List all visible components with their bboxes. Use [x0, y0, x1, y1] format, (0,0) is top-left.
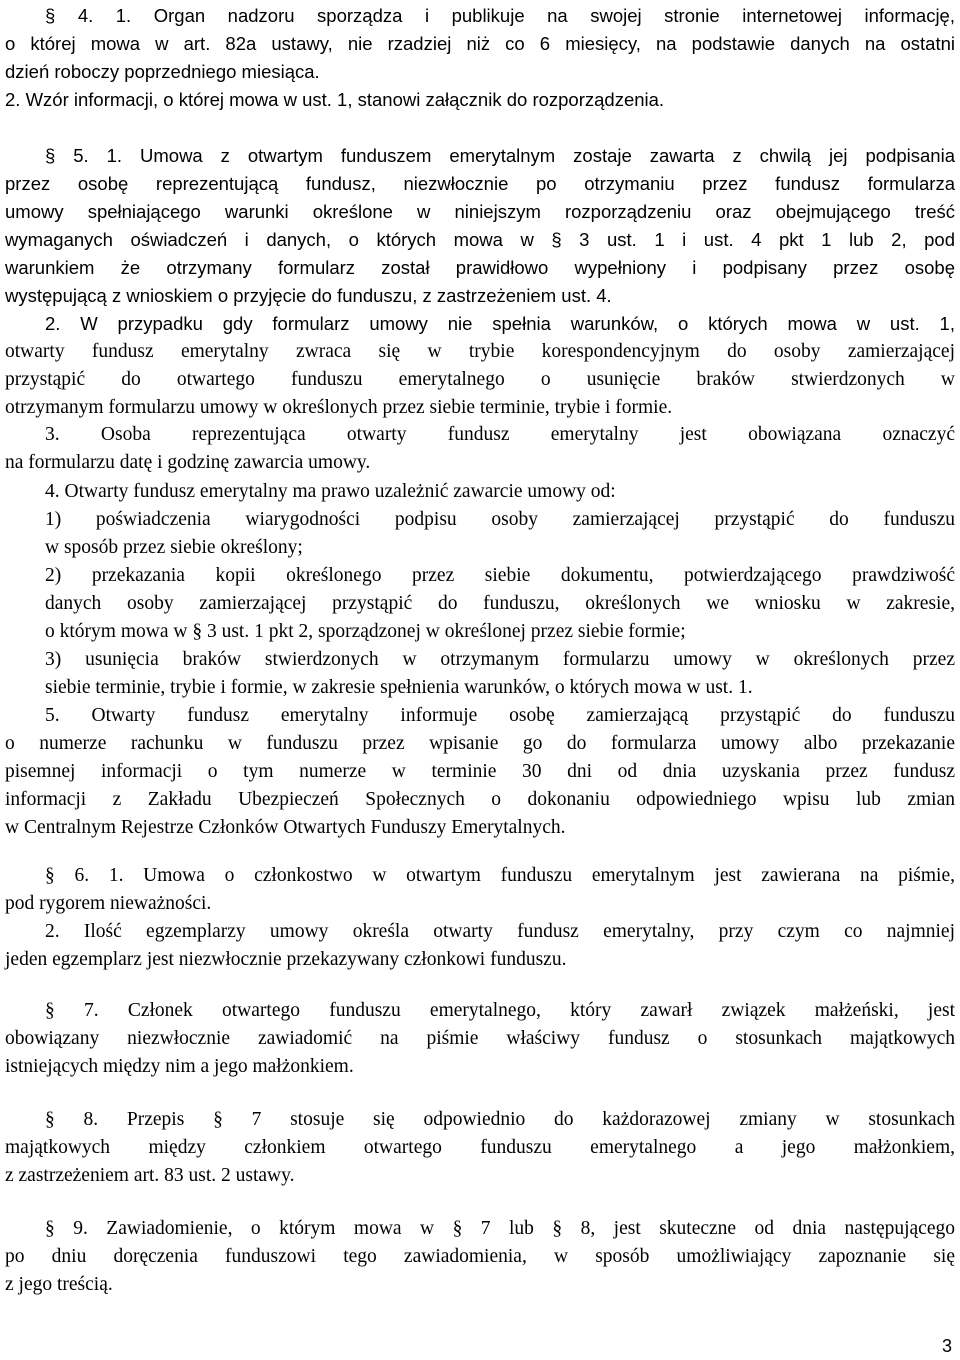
p4-line-4: 2. Wzór informacji, o której mowa w ust. 1, stanowi załącznik do rozporządzenia. — [5, 89, 665, 110]
p5-line-19: 3) usunięcia braków stwierdzonych w otrzymanym formularzu umowy w określonych przez — [45, 649, 955, 670]
p9-line-3: z jego treścią. — [5, 1274, 113, 1295]
p5-line-7: 2. W przypadku gdy formularz umowy nie spełnia warunków, o których mowa w ust. 1, — [45, 313, 955, 334]
p5-line-21: 5. Otwarty fundusz emerytalny informuje osobę zamierzającą przystąpić do funduszu — [45, 705, 955, 726]
p5-line-14: 1) poświadczenia wiarygodności podpisu osoby zamierzającej przystąpić do funduszu — [45, 509, 955, 530]
p5-line-25: w Centralnym Rejestrze Członków Otwartych Funduszy Emerytalnych. — [5, 817, 566, 838]
p5-line-13: 4. Otwarty fundusz emerytalny ma prawo uzależnić zawarcie umowy od: — [45, 481, 616, 502]
p5-line-15: w sposób przez siebie określony; — [45, 537, 303, 558]
p5-line-8: otwarty fundusz emerytalny zwraca się w trybie korespondencyjnym do osoby zamierzającej — [5, 341, 955, 362]
p5-line-12: na formularzu datę i godzinę zawarcia umowy. — [5, 452, 371, 473]
p6-line-4: jeden egzemplarz jest niezwłocznie przekazywany członkowi funduszu. — [5, 949, 567, 970]
p5-line-6: występującą z wnioskiem o przyjęcie do funduszu, z zastrzeżeniem ust. 4. — [5, 285, 612, 306]
p5-line-23: pisemnej informacji o tym numerze w terminie 30 dni od dnia uzyskania przez fundusz — [5, 761, 955, 782]
p4-line-1: § 4. 1. Organ nadzoru sporządza i publikuje na swojej stronie internetowej informację, — [45, 5, 955, 26]
p5-line-3: umowy spełniającego warunki określone w niniejszym rozporządzeniu oraz obejmującego treść — [5, 201, 955, 222]
p5-line-16: 2) przekazania kopii określonego przez siebie dokumentu, potwierdzającego prawdziwość — [45, 565, 955, 586]
p6-line-3: 2. Ilość egzemplarzy umowy określa otwarty fundusz emerytalny, przy czym co najmniej — [45, 921, 955, 942]
p7-line-3: istniejących między nim a jego małżonkiem. — [5, 1056, 354, 1077]
p5-line-22: o numerze rachunku w funduszu przez wpisanie go do formularza umowy albo przekazanie — [5, 733, 955, 754]
page-number: 3 — [941, 1336, 952, 1356]
p7-line-1: § 7. Członek otwartego funduszu emerytalnego, który zawarł związek małżeński, jest — [45, 1000, 955, 1021]
p8-line-3: z zastrzeżeniem art. 83 ust. 2 ustawy. — [5, 1165, 295, 1186]
p5-line-20: siebie terminie, trybie i formie, w zakresie spełnienia warunków, o których mowa w ust. 1. — [45, 677, 753, 698]
p5-line-24: informacji z Zakładu Ubezpieczeń Społecznych o dokonaniu odpowiedniego wpisu lub zmian — [5, 789, 955, 810]
p9-line-1: § 9. Zawiadomienie, o którym mowa w § 7 lub § 8, jest skuteczne od dnia następującego — [45, 1218, 955, 1239]
p8-line-2: majątkowych między członkiem otwartego funduszu emerytalnego a jego małżonkiem, — [5, 1137, 955, 1158]
p5-line-5: warunkiem że otrzymany formularz został prawidłowo wypełniony i podpisany przez osobę — [5, 257, 955, 278]
p9-line-2: po dniu doręczenia funduszowi tego zawiadomienia, w sposób umożliwiający zapoznanie się — [5, 1246, 955, 1267]
p5-line-17: danych osoby zamierzającej przystąpić do funduszu, określonych we wniosku w zakresie, — [45, 593, 955, 614]
p7-line-2: obowiązany niezwłocznie zawiadomić na piśmie właściwy fundusz o stosunkach majątkowych — [5, 1028, 955, 1049]
p4-line-2: o której mowa w art. 82a ustawy, nie rzadziej niż co 6 miesięcy, na podstawie danych na ostatni — [5, 33, 955, 54]
p5-line-1: § 5. 1. Umowa z otwartym funduszem emerytalnym zostaje zawarta z chwilą jej podpisania — [45, 145, 955, 166]
p5-line-10: otrzymanym formularzu umowy w określonych przez siebie terminie, trybie i formie. — [5, 397, 673, 418]
p5-line-9: przystąpić do otwartego funduszu emerytalnego o usunięcie braków stwierdzonych w — [5, 369, 955, 390]
p5-line-2: przez osobę reprezentującą fundusz, niezwłocznie po otrzymaniu przez fundusz formularza — [5, 173, 955, 194]
p5-line-4: wymaganych oświadczeń i danych, o których mowa w § 3 ust. 1 i ust. 4 pkt 1 lub 2, pod — [5, 229, 955, 250]
p8-line-1: § 8. Przepis § 7 stosuje się odpowiednio do każdorazowej zmiany w stosunkach — [45, 1109, 955, 1130]
p5-line-18: o którym mowa w § 3 ust. 1 pkt 2, sporządzonej w określonej przez siebie formie; — [45, 621, 686, 642]
p6-line-1: § 6. 1. Umowa o członkostwo w otwartym funduszu emerytalnym jest zawierana na piśmie, — [45, 865, 955, 886]
p6-line-2: pod rygorem nieważności. — [5, 893, 212, 914]
p5-line-11: 3. Osoba reprezentująca otwarty fundusz emerytalny jest obowiązana oznaczyć — [45, 424, 955, 445]
p4-line-3: dzień roboczy poprzedniego miesiąca. — [5, 61, 320, 82]
